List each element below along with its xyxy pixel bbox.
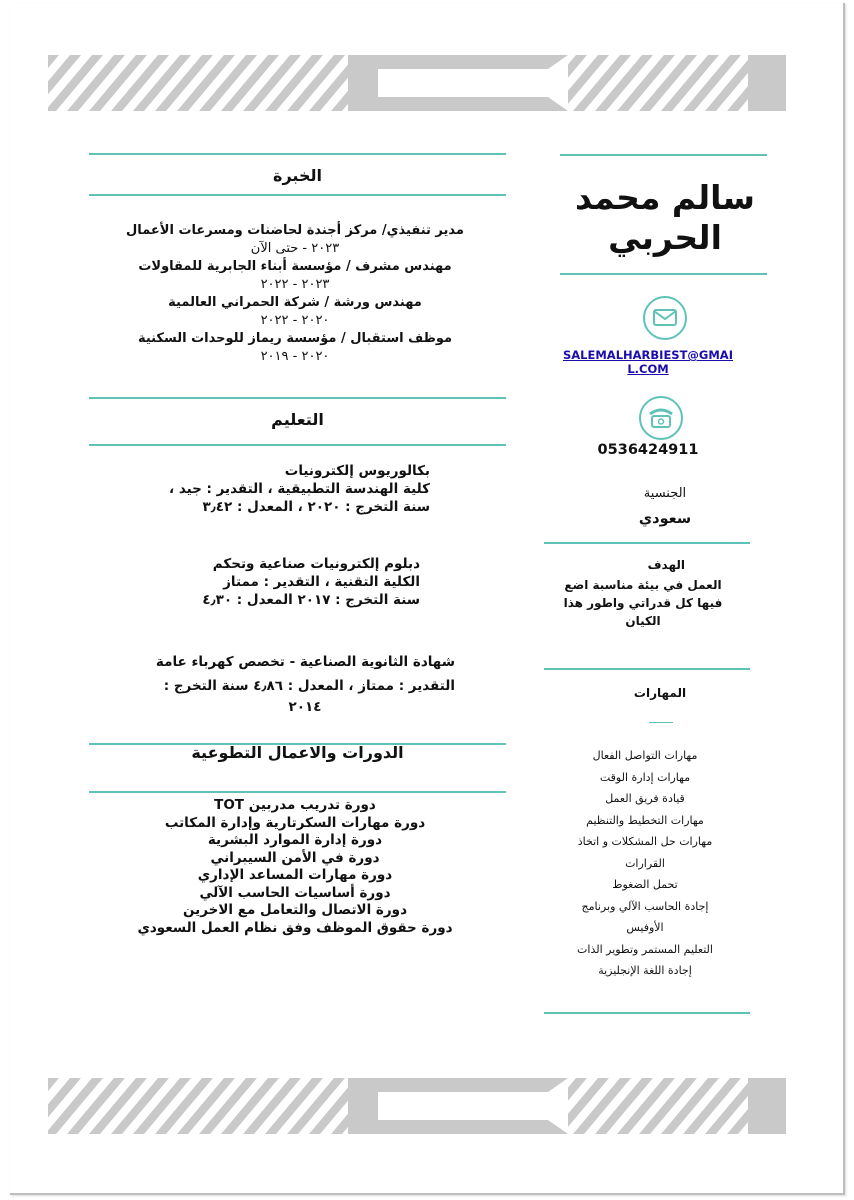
list-item: مهارات التخطيط والتنظيم (586, 813, 704, 827)
objective-title: الهدف (647, 558, 685, 572)
education-entry: دبلوم إلكترونيات صناعية وتحكم الكلية التقنية ، التقدير : ممتاز سنة التخرج : ٢٠١٧ المعدل : ٤٫٣٠ (202, 556, 420, 608)
nationality-value: سعودي (638, 511, 692, 527)
experience-list: مدير تنفيذي/ مركز أجندة لحاضنات ومسرعات الأعمال ٢٠٢٣ - حتى الآن مهندس مشرف / مؤسسة أبناء الجابرية للمقاولات ٢٠٢٣ - ٢٠٢٢ مهندس ورشة / شركة الحمراني العالمية ٢٠٢٠ - ٢٠٢٢ موظف استقبال / مؤسسة ريماز للوحدات السكنية ٢٠٢٠ - ٢٠١٩ (126, 223, 464, 364)
divider (89, 791, 506, 793)
list-item: مهارات حل المشكلات و اتخاذ (577, 835, 713, 848)
objective-text: العمل في بيئة مناسبة اضع فيها كل قدراتي واطور هذا الكيان (563, 578, 723, 628)
list-item: دورة حقوق الموظف وفق نظام العمل السعودي (137, 919, 453, 936)
divider (560, 154, 767, 156)
envelope-icon (643, 296, 687, 340)
list-item: مهارات التواصل الفعال (592, 749, 698, 762)
skills-list (555, 745, 735, 982)
divider (89, 194, 506, 196)
divider (89, 444, 506, 446)
list-item: دورة تدريب مدربين TOT (214, 797, 376, 813)
skills-title: المهارات (633, 686, 687, 700)
list-item: دورة مهارات السكرتارية وإدارة المكاتب (164, 814, 426, 831)
divider (544, 1012, 750, 1014)
divider (89, 397, 506, 399)
courses-list (90, 797, 500, 937)
experience-title: الخبرة (273, 166, 322, 185)
nationality-label: الجنسية (643, 486, 687, 501)
list-item: إجادة اللغة الإنجليزية (598, 964, 692, 977)
list-item: دورة أساسيات الحاسب الآلي (199, 884, 391, 901)
list-item: قيادة فريق العمل (605, 792, 685, 805)
email-link[interactable]: SALEMALHARBIEST@GMAIL.COM (562, 348, 733, 376)
list-item: الأوفيس (626, 921, 664, 934)
education-title: التعليم (271, 410, 324, 429)
list-item: القرارات (625, 856, 665, 870)
list-item: دورة مهارات المساعد الإداري (197, 867, 393, 883)
bottom-decorative-band (48, 1078, 786, 1134)
divider (544, 668, 750, 670)
top-decorative-band (48, 55, 786, 111)
list-item: مهارات إدارة الوقت (599, 770, 691, 784)
list-item: التعليم المستمر وتطوير الذات (577, 942, 713, 956)
list-item: دورة الاتصال والتعامل مع الاخرين (183, 902, 407, 918)
skills-title-underline (649, 722, 673, 723)
education-entry: شهادة الثانوية الصناعية - تخصص كهرباء عامة التقدير : ممتاز ، المعدل : ٤٫٨٦ سنة التخرج : ٢٠١٤ (155, 654, 455, 715)
divider (544, 542, 750, 544)
list-item: إجادة الحاسب الآلي وبرنامج (581, 899, 709, 913)
courses-title: الدورات والاعمال التطوعية (191, 743, 404, 762)
list-item: دورة في الأمن السيبراني (210, 849, 380, 866)
list-item: تحمل الضغوط (612, 878, 678, 891)
list-item: دورة إدارة الموارد البشرية (207, 832, 383, 848)
divider (89, 153, 506, 155)
divider (560, 273, 767, 275)
phone-number: 0536424911 (597, 442, 699, 458)
person-name: سالم محمد الحربي (574, 178, 755, 257)
education-entry: بكالوريوس إلكترونيات كلية الهندسة التطبيقية ، التقدير : جيد ، سنة التخرج : ٢٠٢٠ ، المعدل : ٣٫٤٢ (168, 463, 430, 515)
telephone-icon (639, 396, 683, 440)
